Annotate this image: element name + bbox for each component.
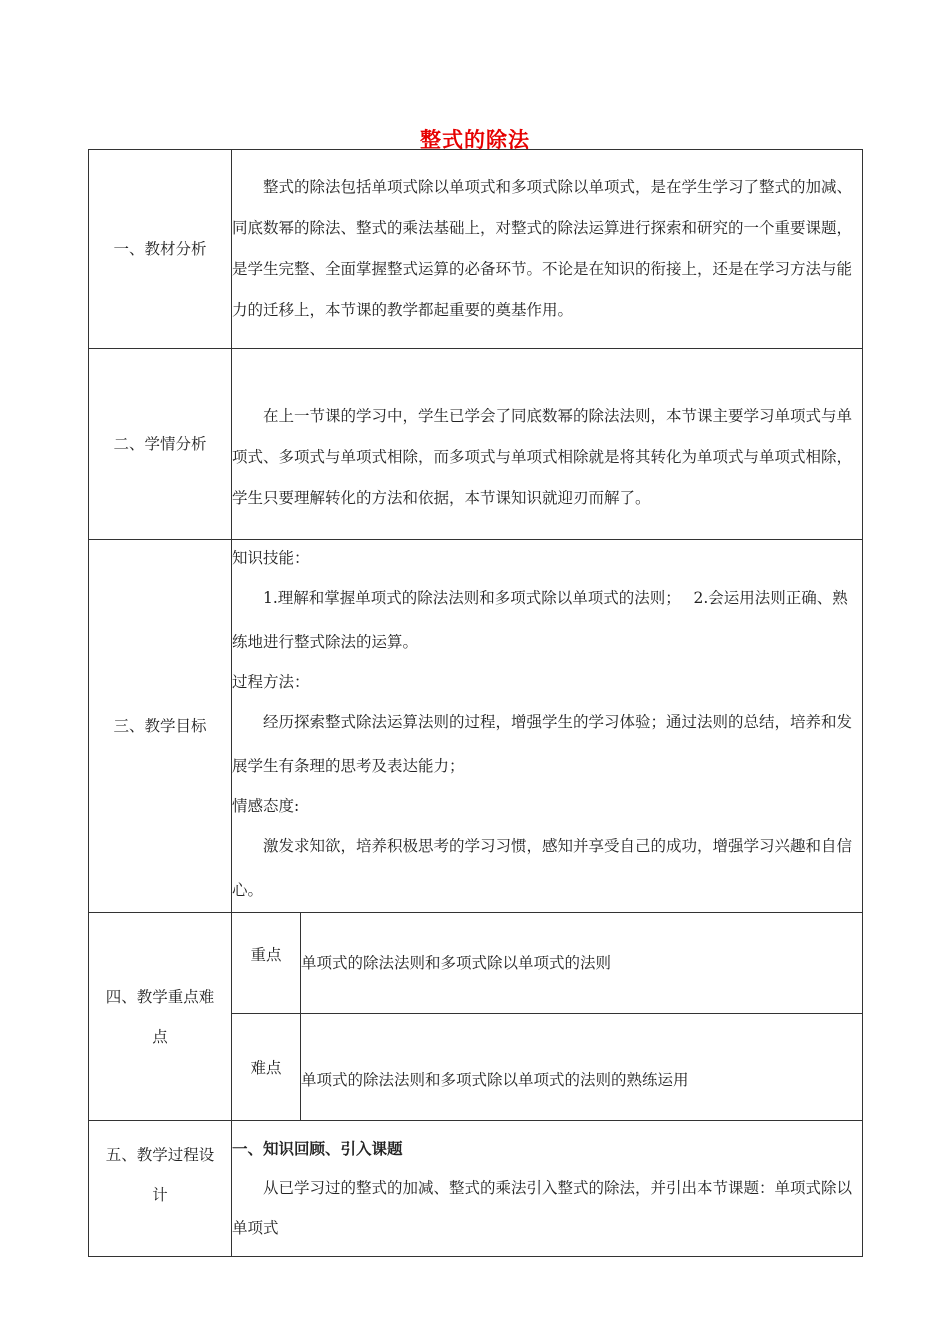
goals-knowledge-heading: 知识技能： [232, 549, 310, 567]
process-step1-heading: 一、知识回顾、引入课题 [232, 1139, 403, 1158]
hard-text: 单项式的除法法则和多项式除以单项式的法则的熟练运用 [301, 1014, 863, 1121]
cell-process [232, 1121, 863, 1257]
row-students [89, 349, 863, 540]
row-keypoint [89, 913, 863, 1014]
lesson-plan-table [88, 149, 863, 1257]
label-goals: 三、教学目标 [89, 540, 232, 913]
label-keypoints [89, 913, 232, 1121]
label-keypoints-line1: 四、教学重点难 [105, 987, 215, 1006]
cell-goals [232, 540, 863, 913]
goals-emotion-text: 激发求知欲，培养积极思考的学习习惯，感知并享受自己的成功，增强学习兴趣和自信心。 [232, 837, 853, 899]
analysis-text: 整式的除法包括单项式除以单项式和多项式除以单项式，是在学生学习了整式的加减、同底数幂的除法、整式的乘法基础上，对整式的除法运算进行探索和研究的一个重要课题，是学生完整、全面掌握整式运算的必备环节。不论是在知识的衔接上，还是在学习方法与能力的迁移上，本节课的教学都起重要的奠基作用。 [232, 178, 853, 319]
goals-emotion-heading: 情感态度: [232, 797, 300, 815]
row-goals [89, 540, 863, 913]
goals-process-text: 经历探索整式除法运算法则的过程，增强学生的学习体验；通过法则的总结，培养和发展学生有条理的思考及表达能力； [232, 713, 853, 775]
goals-knowledge-text: 1.理解和掌握单项式的除法法则和多项式除以单项式的法则； 2.会运用法则正确、熟练地进行整式除法的运算。 [232, 589, 848, 651]
goals-process-heading: 过程方法： [232, 673, 310, 691]
cell-students [232, 349, 863, 540]
label-process-line2: 计 [152, 1186, 168, 1204]
label-process-line1: 五、教学过程设 [105, 1146, 215, 1164]
students-text: 在上一节课的学习中，学生已学会了同底数幂的除法法则，本节课主要学习单项式与单项式、多项式与单项式相除，而多项式与单项式相除就是将其转化为单项式与单项式相除，学生只要理解转化的方法和依据，本节课知识就迎刃而解了。 [232, 406, 853, 507]
key-label: 重点 [232, 913, 301, 1014]
key-text: 单项式的除法法则和多项式除以单项式的法则 [301, 913, 863, 1014]
cell-analysis [232, 150, 863, 349]
process-step1-text: 从已学习过的整式的加减、整式的乘法引入整式的除法，并引出本节课题：单项式除以单项式 [232, 1178, 853, 1237]
label-process [89, 1121, 232, 1257]
row-analysis [89, 150, 863, 349]
row-process [89, 1121, 863, 1257]
label-students: 二、学情分析 [89, 349, 232, 540]
label-analysis: 一、教材分析 [89, 150, 232, 349]
hard-label: 难点 [232, 1014, 301, 1121]
page-title: 整式的除法 [420, 128, 530, 152]
label-keypoints-line2: 点 [152, 1027, 168, 1046]
